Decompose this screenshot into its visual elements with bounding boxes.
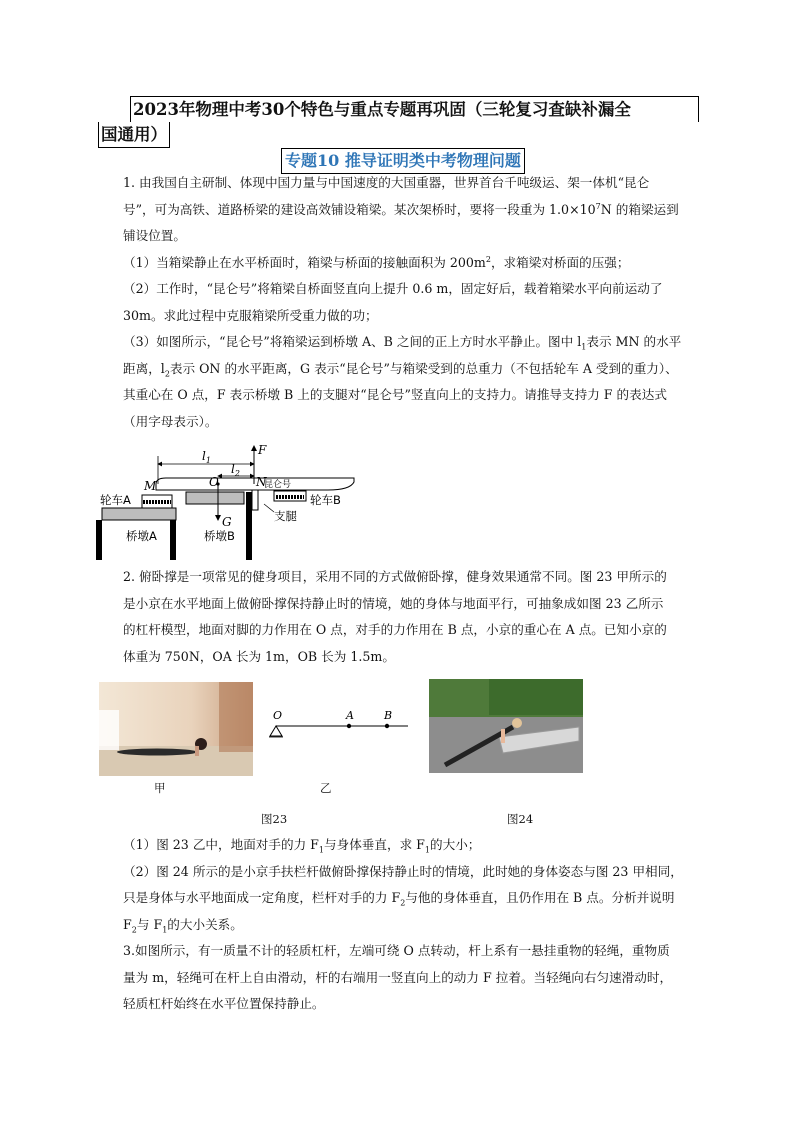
document-title [98,96,698,148]
q1-line: 1. 由我国自主研制、体现中国力量与中国速度的大国重器，世界首台千吨级运、架一体机“昆仑 [123,175,650,190]
pier-b-column [246,492,252,560]
pier-a-cap [102,508,176,520]
caption-fig24: 图24 [507,812,534,826]
kunlun-body [156,478,354,490]
question-2-parts [123,832,693,938]
leg-pointer [264,504,274,512]
q2-part-line: 只是身体与水平地面成一定角度，栏杆对手的力 $F_2$与他的身体垂直，且仍作用在 B 点。分析并说明 [123,890,675,908]
label-g: G [222,515,232,529]
label-leg: 支腿 [274,509,297,523]
q2-line: 体重为 750N，OA 长为 1m，OB 长为 1.5m。 [123,648,395,664]
label-kunlun: 昆仑号 [264,480,292,490]
caption-fig23: 图23 [261,812,288,826]
q1-line: 其重心在 O 点，F 表示桥墩 B 上的支腿对“昆仑号”竖直向上的支持力。请推导支持力 F 的表达式 [123,387,667,402]
question-1 [123,170,693,435]
caption-yi: 乙 [320,781,332,795]
q1-line: （用字母表示）。 [123,413,218,429]
label-o: O [273,709,283,722]
lever-diagram [266,706,414,742]
label-n: N [256,475,267,489]
q2-line: 的杠杆模型，地面对脚的力作用在 O 点，对手的力作用在 B 点，小京的重心在 A 点。已知小京的 [123,622,667,637]
pivot-o [270,726,282,736]
caption-jia: 甲 [154,781,166,795]
pier-a-right-column [170,520,176,560]
title-line-2: 国通用） [98,122,170,148]
label-pier-b: 桥墩B [204,529,235,543]
label-a: A [346,709,354,722]
label-m: M [144,479,157,493]
question-3 [123,938,693,1018]
pier-b-leg [252,490,258,510]
pushup-bench-photo [429,679,583,773]
title-line-1: 2023年物理中考30个特色与重点专题再巩固（三轮复习查缺补漏全 [130,96,699,122]
label-f: F [258,443,267,457]
box-girder [186,492,244,504]
q1-line: 号”，可为高铁、道路桥梁的建设高效铺设箱梁。某次架桥时，要将一段重为 $1.0\times 10^7N$ 的箱梁运到 [123,201,679,217]
q3-line: 量为 m，轻绳可在杆上自由滑动，杆的右端用一竖直向上的动力 F 拉着。当轻绳向右匀速滑动时， [123,969,673,985]
q1-line: 距离，$l_2$表示 ON 的水平距离，G 表示“昆仑号”与箱梁受到的总重力（不包括轮车 A 受到的重力）、 [123,360,678,379]
label-pier-a: 桥墩A [126,529,157,543]
q2-part-line: （2）图 24 所示的是小京手扶栏杆做俯卧撑保持静止时的情境，此时她的身体姿态与图 23 甲相同， [123,863,683,879]
pier-a-left-column [96,520,102,560]
bridge-diagram [96,440,366,562]
label-l2: $l_2$ [231,462,240,478]
label-o: O [209,475,219,489]
question-2 [123,564,693,670]
label-b: B [384,709,393,722]
q2-part-line: $F_2$与 $F_1$的大小关系。 [123,916,243,935]
q1-line: （2）工作时，“昆仑号”将箱梁自桥面竖直向上提升 0.6 m，固定好后，载着箱梁水平向前运动了 [123,281,663,296]
q2-line: 2. 俯卧撑是一项常见的健身项目，采用不同的方式做俯卧撑，健身效果通常不同。图 23 甲所示的 [123,569,667,584]
q1-line: （3）如图所示，“昆仑号”将箱梁运到桥墩 A、B 之间的正上方时水平静止。图中 $l_1$表示 MN 的水平 [123,334,682,352]
topic-subtitle: 专题10 推导证明类中考物理问题 [281,148,525,174]
q1-line: 30m。求此过程中克服箱梁所受重力做的功； [123,307,378,323]
point-b [385,724,389,728]
q1-line: （1）当箱梁静止在水平桥面时，箱梁与桥面的接触面积为 $200m^2$，求箱梁对桥面的压强； [123,254,630,270]
q2-part-line: （1）图 23 乙中，地面对手的力 $F_1$与身体垂直，求 $F_1$的大小； [123,837,481,855]
label-cart-b: 轮车B [310,493,341,507]
label-l1: $l_1$ [202,449,211,465]
q2-line: 是小京在水平地面上做俯卧撑保持静止时的情境，她的身体与地面平行，可抽象成如图 23 乙所示 [123,595,664,611]
q3-line: 3.如图所示，有一质量不计的轻质杠杆，左端可绕 O 点转动，杆上系有一悬挂重物的轻绳，重物质 [123,943,670,958]
label-cart-a: 轮车A [100,493,131,507]
q3-line: 轻质杠杆始终在水平位置保持静止。 [123,996,325,1011]
q1-line: 铺设位置。 [123,228,186,243]
pushup-floor-photo [99,682,253,776]
point-a [347,724,351,728]
